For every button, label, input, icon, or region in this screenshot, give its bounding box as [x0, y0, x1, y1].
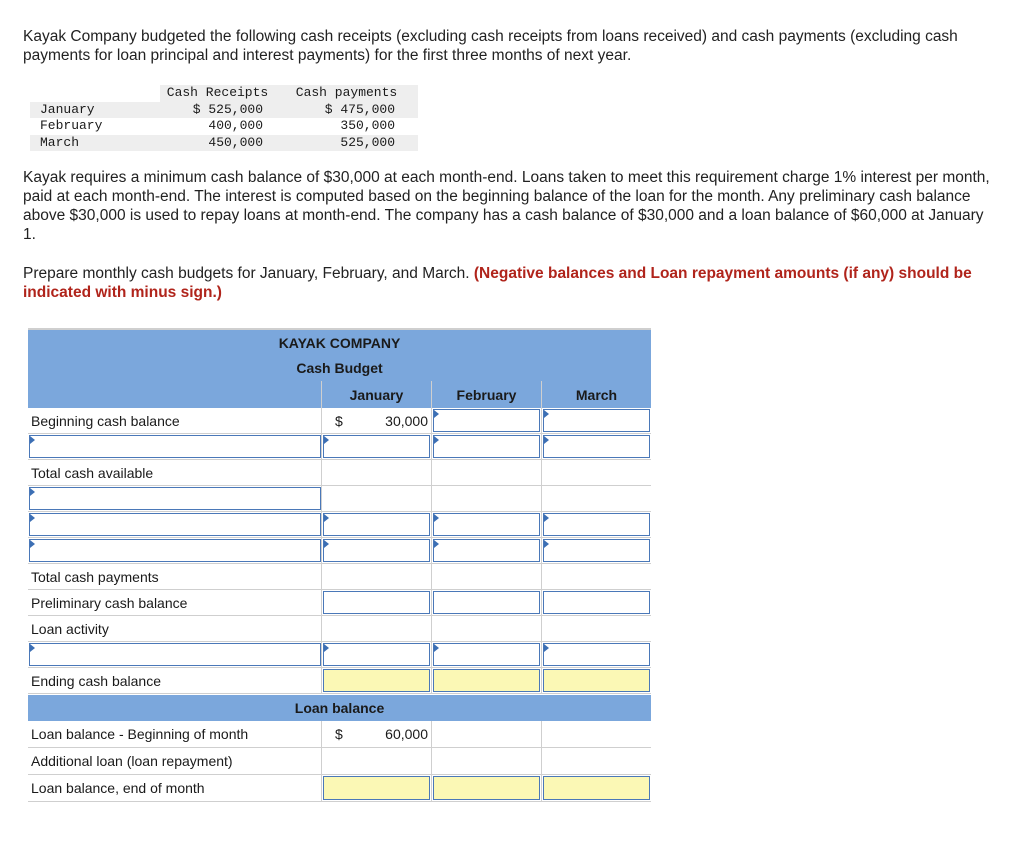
label-additional-loan: Additional loan (loan repayment) — [28, 748, 322, 774]
label-input-5[interactable] — [29, 643, 321, 666]
jan-preliminary-input[interactable] — [323, 591, 430, 614]
company-name: KAYAK COMPANY — [278, 334, 401, 351]
label-total-payments: Total cash payments — [28, 564, 322, 589]
feb-preliminary-input[interactable] — [433, 591, 540, 614]
row-input-4 — [28, 538, 651, 564]
row-additional-loan — [28, 748, 651, 775]
budget-title: Cash Budget — [296, 360, 383, 376]
jan-input-5[interactable] — [323, 643, 430, 666]
mar-input-3[interactable] — [543, 513, 650, 536]
instruction-main: Prepare monthly cash budgets for January, February, and March. — [23, 265, 470, 282]
label-input-1[interactable] — [29, 435, 321, 458]
label-input-4[interactable] — [29, 539, 321, 562]
row-total-available — [28, 460, 651, 486]
mar-input-4[interactable] — [543, 539, 650, 562]
label-loan-begin: Loan balance - Beginning of month — [28, 721, 322, 747]
receipts-value: 400,000 — [208, 118, 263, 133]
row-input-3 — [28, 512, 651, 538]
feb-input-5[interactable] — [433, 643, 540, 666]
row-loan-end — [28, 775, 651, 802]
jan-input-4[interactable] — [323, 539, 430, 562]
label-beginning-cash: Beginning cash balance — [28, 408, 322, 433]
row-preliminary — [28, 590, 651, 616]
feb-loan-end-input[interactable] — [433, 776, 540, 800]
row-loan-activity — [28, 616, 651, 642]
table-row — [30, 102, 418, 119]
jan-ending-cash-input[interactable] — [323, 669, 430, 692]
row-input-receipts — [28, 434, 651, 460]
label-input-2[interactable] — [29, 487, 321, 510]
feb-input-4[interactable] — [433, 539, 540, 562]
receipts-value: $ 525,000 — [192, 101, 263, 117]
row-beginning-cash — [28, 408, 651, 434]
header-cash-payments: Cash payments — [275, 85, 418, 102]
problem-intro: Kayak Company budgeted the following cash receipts (excluding cash receipts from loans received) and cash payments (excluding cash payments for loan principal and interest payments) for the first three months of next year. — [23, 28, 958, 64]
jan-input-3[interactable] — [323, 513, 430, 536]
mar-beginning-cash-input[interactable] — [543, 409, 650, 432]
col-january: January — [349, 386, 404, 403]
payments-value: $ 475,000 — [324, 101, 395, 117]
feb-input-3[interactable] — [433, 513, 540, 536]
instruction-note: (Negative balances and Loan repayment amounts (if any) should be indicated with minus sign.) — [23, 265, 972, 301]
payments-value: 525,000 — [340, 134, 395, 150]
table-row — [30, 135, 418, 152]
col-february: February — [456, 386, 517, 403]
header-blank — [30, 85, 160, 102]
loan-balance-section: Loan balance — [294, 700, 385, 716]
col-march: March — [575, 386, 618, 403]
mar-input-5[interactable] — [543, 643, 650, 666]
feb-ending-cash-input[interactable] — [433, 669, 540, 692]
jan-begin-cash-value: 30,000 — [385, 412, 428, 429]
label-input-3[interactable] — [29, 513, 321, 536]
jan-loan-end-input[interactable] — [323, 776, 430, 800]
instruction-text — [23, 264, 998, 302]
month-label: February — [40, 118, 103, 133]
jan-input-1[interactable] — [323, 435, 430, 458]
month-label: January — [40, 101, 95, 117]
row-input-payments-label — [28, 486, 651, 512]
header-cash-receipts: Cash Receipts — [160, 85, 275, 102]
feb-beginning-cash-input[interactable] — [433, 409, 540, 432]
row-loan-begin — [28, 721, 651, 748]
receipts-value: 450,000 — [208, 134, 263, 150]
jan-loan-dollar: $ — [335, 726, 343, 742]
mar-loan-end-input[interactable] — [543, 776, 650, 800]
mar-input-1[interactable] — [543, 435, 650, 458]
feb-input-1[interactable] — [433, 435, 540, 458]
label-total-available: Total cash available — [28, 460, 322, 485]
header-label-blank — [28, 381, 322, 408]
mar-ending-cash-input[interactable] — [543, 669, 650, 692]
given-data-table — [30, 85, 418, 151]
row-total-payments — [28, 564, 651, 590]
table-row — [30, 118, 418, 135]
label-loan-end: Loan balance, end of month — [28, 775, 322, 801]
mar-preliminary-input[interactable] — [543, 591, 650, 614]
jan-loan-begin-value: 60,000 — [385, 726, 428, 742]
label-ending-cash: Ending cash balance — [28, 668, 322, 693]
jan-begin-dollar: $ — [335, 412, 343, 429]
requirement-text: Kayak requires a minimum cash balance of $30,000 at each month-end. Loans taken to meet this requirement charge 1% interest per month, paid at each month-end. The interest is computed based on the beginning balance of the loan for the month. Any preliminary cash balance above $30,000 is used to repay loans at month-end. The company has a cash balance of $30,000 and a loan balance of $60,000 at January 1. — [23, 169, 990, 243]
row-ending-cash — [28, 668, 651, 694]
row-input-5 — [28, 642, 651, 668]
payments-value: 350,000 — [340, 118, 395, 133]
label-preliminary: Preliminary cash balance — [28, 590, 322, 615]
month-label: March — [40, 134, 80, 150]
label-loan-activity: Loan activity — [28, 616, 322, 641]
